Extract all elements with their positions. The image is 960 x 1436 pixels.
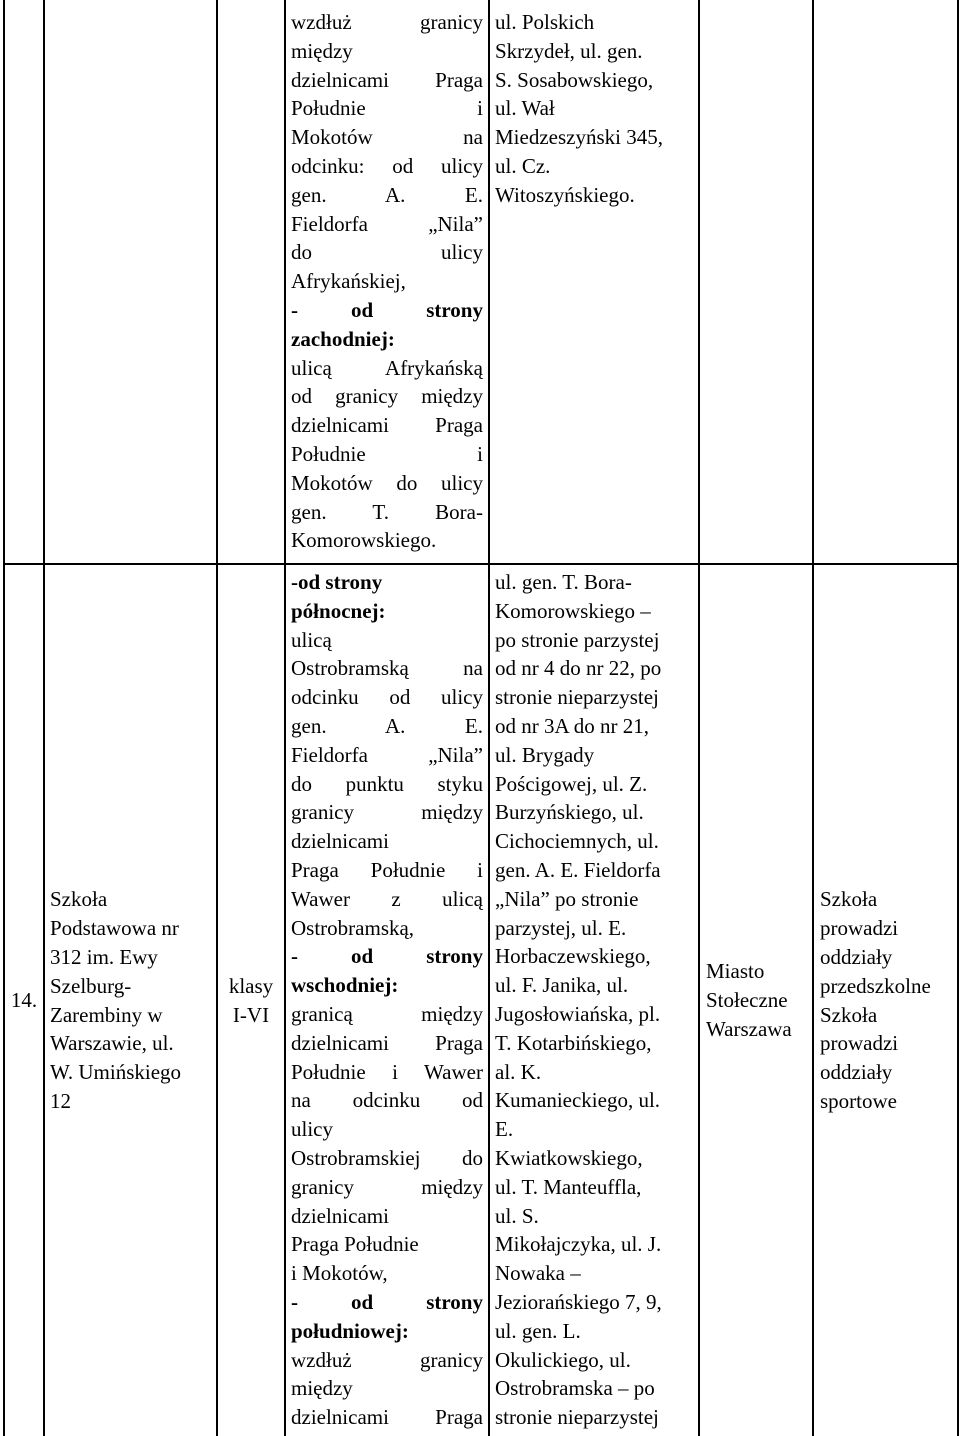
street-line: od nr 3A do nr 21, — [495, 713, 649, 738]
boundary-line: Południe i — [291, 441, 483, 466]
school-name-line: Podstawowa nr — [50, 916, 179, 941]
boundary-line: Fieldorfa „Nila” — [291, 742, 483, 767]
boundary-line: - od strony — [291, 1289, 483, 1314]
boundary-line: Praga Południe — [291, 1232, 419, 1257]
boundary-line: odcinku od ulicy — [291, 685, 483, 710]
boundary-cell-top — [291, 8, 483, 555]
street-line: ul. Brygady — [495, 742, 595, 767]
street-line: Okulickiego, ul. — [495, 1347, 631, 1372]
table-border-right — [957, 0, 959, 1436]
street-line: Komorowskiego – — [495, 598, 651, 623]
column-divider-authority — [812, 0, 814, 1436]
street-line: ul. gen. T. Bora- — [495, 570, 632, 594]
street-line: ul. T. Manteuffla, — [495, 1174, 642, 1199]
school-name-line: W. Umińskiego — [50, 1060, 182, 1085]
boundary-line: między — [291, 38, 353, 63]
streets-cell-top — [495, 8, 695, 210]
school-name-line: Szkoła — [50, 887, 108, 912]
boundary-line: zachodniej: — [291, 326, 395, 351]
boundary-line: gen. A. E. — [291, 713, 483, 738]
street-line: Kwiatkowskiego, — [495, 1145, 643, 1170]
authority-line: Warszawa — [706, 1016, 792, 1041]
street-line: Mikołajczyka, ul. J. — [495, 1232, 662, 1257]
notes-line: prowadzi — [820, 916, 899, 941]
street-line: Ostrobramska – po — [495, 1376, 655, 1401]
notes-line: Szkoła — [820, 1002, 878, 1027]
boundary-line: Komorowskiego. — [291, 528, 437, 553]
boundary-line: wschodniej: — [291, 973, 399, 998]
classes-cell — [218, 565, 284, 1436]
street-line: S. Sosabowskiego, — [495, 67, 654, 92]
boundary-line: dzielnicami — [291, 1203, 389, 1228]
street-line: ul. S. — [495, 1203, 539, 1228]
street-line: ul. gen. L. — [495, 1318, 581, 1343]
notes-line: oddziały — [820, 944, 893, 969]
street-line: Kumanieckiego, ul. — [495, 1088, 661, 1113]
boundary-line: ulicą Afrykańską — [291, 355, 483, 380]
boundary-line: - od strony — [291, 297, 483, 322]
boundary-line: granicy między — [291, 800, 483, 825]
boundary-line: dzielnicami Praga — [291, 413, 483, 438]
street-line: Nowaka – — [495, 1261, 581, 1286]
boundary-line: południowej: — [291, 1318, 409, 1343]
street-line: ul. Polskich — [495, 10, 595, 34]
boundary-line: dzielnicami Praga — [291, 1030, 483, 1055]
boundary-line: na odcinku od — [291, 1088, 483, 1113]
school-name-line: Zarembiny w — [50, 1002, 163, 1027]
street-line: Miedzeszyński 345, — [495, 125, 663, 150]
notes-line: przedszkolne — [820, 973, 931, 998]
street-line: Burzyńskiego, ul. — [495, 800, 644, 825]
boundary-line: ulicy — [291, 1117, 333, 1142]
boundary-line: gen. T. Bora- — [291, 499, 483, 524]
boundary-line: do ulicy — [291, 240, 483, 265]
column-divider-classes — [284, 0, 286, 1436]
street-line: al. K. — [495, 1059, 542, 1084]
classes-line: klasy — [228, 973, 274, 998]
table-border-left — [3, 0, 5, 1436]
boundary-line: gen. A. E. — [291, 182, 483, 207]
row-number-text: 14. — [10, 988, 38, 1013]
boundary-line: Fieldorfa „Nila” — [291, 211, 483, 236]
school-name-line: Szelburg- — [50, 973, 132, 998]
notes-line: Szkoła — [820, 887, 878, 912]
boundary-line: Południe i Wawer — [291, 1059, 483, 1084]
boundary-cell-main — [291, 568, 483, 1432]
boundary-line: Afrykańskiej, — [291, 269, 406, 294]
classes-line: I-VI — [232, 1002, 270, 1027]
boundary-line: Ostrobramską na — [291, 656, 483, 681]
school-name-line: 312 im. Ewy — [50, 944, 158, 969]
boundary-line: Mokotów do ulicy — [291, 470, 483, 495]
school-name-line: 12 — [50, 1088, 71, 1113]
street-line: Skrzydeł, ul. gen. — [495, 38, 643, 63]
column-divider-streets — [698, 0, 700, 1436]
boundary-line: do punktu styku — [291, 771, 483, 796]
street-line: Witoszyńskiego. — [495, 182, 635, 207]
boundary-line: między — [291, 1376, 353, 1401]
row-number — [6, 565, 42, 1436]
street-line: Pościgowej, ul. Z. — [495, 771, 648, 796]
boundary-line: ulicą — [291, 627, 332, 652]
boundary-line: - od strony — [291, 944, 483, 969]
street-line: Horbaczewskiego, — [495, 944, 651, 969]
boundary-line: Ostrobramskiej do — [291, 1145, 483, 1170]
street-line: po stronie parzystej — [495, 627, 660, 652]
street-line: od nr 4 do nr 22, po — [495, 656, 662, 681]
notes-line: sportowe — [820, 1088, 897, 1113]
column-divider-boundary — [488, 0, 490, 1436]
boundary-line: od granicy między — [291, 384, 483, 409]
boundary-line: dzielnicami Praga — [291, 1405, 483, 1430]
street-line: Jugosłowiańska, pl. — [495, 1001, 661, 1026]
boundary-line: dzielnicami — [291, 829, 389, 854]
street-line: Jeziorańskiego 7, 9, — [495, 1289, 662, 1314]
boundary-line: dzielnicami Praga — [291, 67, 483, 92]
street-line: Cichociemnych, ul. — [495, 829, 659, 854]
authority-line: Miasto — [706, 959, 765, 984]
streets-cell-main — [495, 568, 695, 1432]
boundary-line: Ostrobramską, — [291, 915, 415, 940]
school-name-cell — [50, 565, 215, 1436]
notes-cell — [820, 565, 955, 1436]
boundary-line: Mokotów na — [291, 125, 483, 150]
street-line: gen. A. E. Fieldorfa — [495, 857, 661, 882]
boundary-line: Praga Południe i — [291, 857, 483, 882]
boundary-line: odcinku: od ulicy — [291, 153, 483, 178]
street-line: ul. Wał — [495, 96, 555, 121]
boundary-line: Południe i — [291, 96, 483, 121]
street-line: ul. Cz. — [495, 153, 551, 178]
column-divider-number — [43, 0, 45, 1436]
boundary-line: granicą między — [291, 1001, 483, 1026]
notes-line: prowadzi — [820, 1031, 899, 1056]
notes-line: oddziały — [820, 1060, 893, 1085]
street-line: E. — [495, 1117, 514, 1142]
school-name-line: Warszawie, ul. — [50, 1031, 174, 1056]
street-line: T. Kotarbińskiego, — [495, 1030, 652, 1055]
street-line: ul. F. Janika, ul. — [495, 973, 629, 998]
boundary-line: -od strony — [291, 570, 383, 594]
boundary-line: Wawer z ulicą — [291, 886, 483, 911]
authority-line: Stołeczne — [706, 988, 788, 1013]
boundary-line: i Mokotów, — [291, 1261, 388, 1286]
street-line: parzystej, ul. E. — [495, 915, 627, 940]
boundary-line: wzdłuż granicy — [291, 10, 483, 34]
street-line: stronie nieparzystej — [495, 1405, 659, 1430]
authority-cell — [706, 565, 810, 1436]
street-line: stronie nieparzystej — [495, 685, 659, 710]
boundary-line: wzdłuż granicy — [291, 1347, 483, 1372]
boundary-line: północnej: — [291, 598, 386, 623]
street-line: „Nila” po stronie — [495, 886, 639, 911]
boundary-line: granicy między — [291, 1174, 483, 1199]
